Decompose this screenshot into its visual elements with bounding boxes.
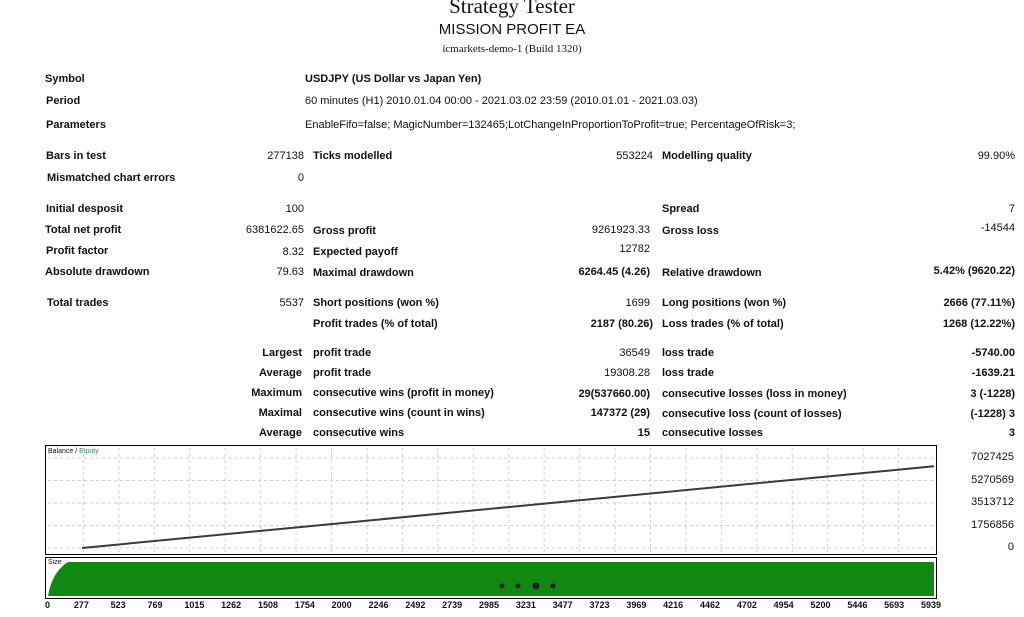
max-cons-losses-value: 3 (-1228): [970, 388, 1015, 400]
x-tick-label: 2246: [368, 600, 389, 610]
max-cons-wins-value: 29(537660.00): [578, 388, 650, 400]
average-profit-value: 19308.28: [604, 367, 650, 379]
avg-cons-wins-label: consecutive wins: [313, 427, 405, 439]
symbol-label: Symbol: [45, 73, 85, 85]
ticks-label: Ticks modelled: [313, 150, 393, 162]
size-marker: [516, 584, 521, 589]
bars-label: Bars in test: [46, 150, 106, 162]
size-marker: [500, 584, 505, 589]
size-marker: [533, 583, 540, 590]
largest-label: Largest: [262, 347, 302, 359]
maximal-label: Maximal: [258, 407, 302, 419]
gross-profit-label: Gross profit: [313, 225, 376, 237]
net-profit-value: 6381622.65: [245, 224, 304, 236]
legend-equity: Equity: [79, 448, 99, 455]
gross-loss-label: Gross loss: [662, 225, 719, 237]
legend-balance: Balance: [48, 448, 74, 455]
abs-dd-label: Absolute drawdown: [45, 266, 150, 278]
x-tick-label: 523: [110, 600, 126, 610]
balance-chart: [46, 446, 936, 554]
long-value: 2666 (77.11%): [943, 297, 1015, 309]
x-tick-label: 5693: [884, 600, 905, 610]
symbol-value: USDJPY (US Dollar vs Japan Yen): [305, 73, 482, 85]
x-tick-label: 2739: [442, 600, 463, 610]
x-tick-label: 3723: [589, 600, 610, 610]
x-tick-label: 2985: [479, 600, 500, 610]
y-tick-label: 1756856: [971, 518, 1014, 531]
maximal-cons-loss-value: (-1228) 3: [970, 408, 1015, 420]
profit-trades-value: 2187 (80.26): [590, 318, 653, 330]
x-tick-label: 277: [73, 600, 89, 610]
short-value: 1699: [625, 297, 650, 309]
x-tick-label: 1754: [294, 600, 315, 610]
average-profit-label: profit trade: [313, 367, 372, 379]
profit-factor-value: 8.32: [282, 246, 304, 258]
long-label: Long positions (won %): [662, 297, 787, 309]
max-dd-value: 6264.45 (4.26): [578, 266, 650, 278]
size-marker: [551, 584, 556, 589]
y-tick-label: 7027425: [971, 451, 1014, 463]
avg-cons-losses-label: consecutive losses: [662, 427, 763, 439]
x-tick-label: 5939: [921, 600, 942, 610]
rel-dd-value: 5.42% (9620.22): [933, 265, 1015, 277]
max-cons-wins-label: consecutive wins (profit in money): [313, 387, 494, 399]
average-loss-value: -1639.21: [971, 367, 1015, 379]
abs-dd-value: 79.63: [276, 266, 304, 278]
mismatch-value: 0: [297, 172, 304, 184]
x-tick-label: 769: [147, 600, 163, 610]
spread-label: Spread: [662, 203, 700, 215]
x-tick-label: 4216: [663, 600, 684, 610]
x-tick-label: 5200: [810, 600, 831, 610]
parameters-label: Parameters: [46, 119, 106, 131]
legend-separator: /: [73, 448, 80, 455]
size-bar: [48, 562, 934, 596]
max-cons-losses-label: consecutive losses (loss in money): [662, 388, 847, 400]
total-trades-value: 5537: [279, 297, 304, 309]
x-tick-label: 4702: [736, 600, 757, 610]
short-label: Short positions (won %): [313, 297, 439, 309]
x-tick-label: 4954: [773, 600, 794, 610]
x-tick-label: 1508: [258, 600, 279, 610]
quality-value: 99.90%: [977, 150, 1015, 162]
x-tick-label: 0: [45, 600, 51, 610]
x-tick-label: 1262: [221, 600, 242, 610]
gross-profit-value: 9261923.33: [591, 224, 650, 236]
gross-loss-value: -14544: [980, 222, 1015, 234]
quality-label: Modelling quality: [662, 150, 752, 162]
largest-loss-value: -5740.00: [971, 347, 1015, 359]
balance-chart-panel: [45, 445, 937, 555]
deposit-label: Initial desposit: [46, 203, 124, 215]
spread-value: 7: [1008, 203, 1015, 215]
deposit-value: 100: [285, 203, 304, 215]
chart-legend: [48, 448, 99, 455]
average-loss-label: loss trade: [662, 367, 714, 379]
y-tick-label: 5270569: [971, 473, 1014, 486]
loss-trades-value: 1268 (12.22%): [942, 318, 1015, 330]
period-label: Period: [46, 95, 81, 107]
bars-value: 277138: [267, 150, 304, 162]
x-tick-label: 4462: [700, 600, 721, 610]
expected-payoff-label: Expected payoff: [313, 246, 398, 258]
maximum-label: Maximum: [251, 387, 302, 399]
rel-dd-label: Relative drawdown: [662, 267, 762, 279]
x-tick-label: 5446: [847, 600, 868, 610]
server-build: icmarkets-demo-1 (Build 1320): [442, 43, 582, 55]
size-panel: [45, 557, 937, 599]
report-title: Strategy Tester: [449, 0, 575, 18]
maximal-cons-wins-value: 147372 (29): [590, 407, 650, 419]
profit-trades-label: Profit trades (% of total): [313, 318, 438, 330]
maximal-cons-wins-label: consecutive wins (count in wins): [313, 407, 485, 419]
y-tick-label: 3513712: [971, 496, 1014, 508]
x-tick-label: 2000: [331, 600, 352, 610]
y-tick-label: 0: [1007, 541, 1014, 553]
x-tick-label: 1015: [184, 600, 205, 610]
size-chart: [46, 558, 936, 598]
ticks-value: 553224: [616, 150, 653, 162]
total-trades-label: Total trades: [47, 297, 109, 309]
average-label: Average: [258, 367, 302, 379]
x-tick-label: 2492: [405, 600, 426, 610]
ea-name: MISSION PROFIT EA: [438, 21, 586, 38]
max-dd-label: Maximal drawdown: [313, 267, 414, 279]
avg-cons-wins-value: 15: [637, 427, 650, 439]
mismatch-label: Mismatched chart errors: [47, 172, 176, 184]
net-profit-label: Total net profit: [45, 224, 122, 236]
x-tick-label: 3477: [552, 600, 573, 610]
loss-trades-label: Loss trades (% of total): [662, 318, 784, 330]
expected-payoff-value: 12782: [619, 243, 650, 255]
balance-line: [82, 466, 934, 548]
parameters-value: EnableFifo=false; MagicNumber=132465;LotChangeInProportionToProfit=true; PercentageOfRisk=3;: [305, 119, 796, 131]
largest-profit-label: profit trade: [313, 347, 372, 359]
largest-loss-label: loss trade: [662, 347, 714, 359]
largest-profit-value: 36549: [619, 347, 650, 359]
maximal-cons-loss-label: consecutive loss (count of losses): [662, 408, 842, 420]
avg-cons-label: Average: [258, 427, 302, 439]
period-value: 60 minutes (H1) 2010.01.04 00:00 - 2021.03.02 23:59 (2010.01.01 - 2021.03.03): [305, 95, 698, 107]
profit-factor-label: Profit factor: [46, 245, 109, 257]
size-label: Size: [48, 559, 62, 566]
x-tick-label: 3231: [515, 600, 536, 610]
avg-cons-losses-value: 3: [1008, 427, 1015, 439]
x-tick-label: 3969: [626, 600, 647, 610]
